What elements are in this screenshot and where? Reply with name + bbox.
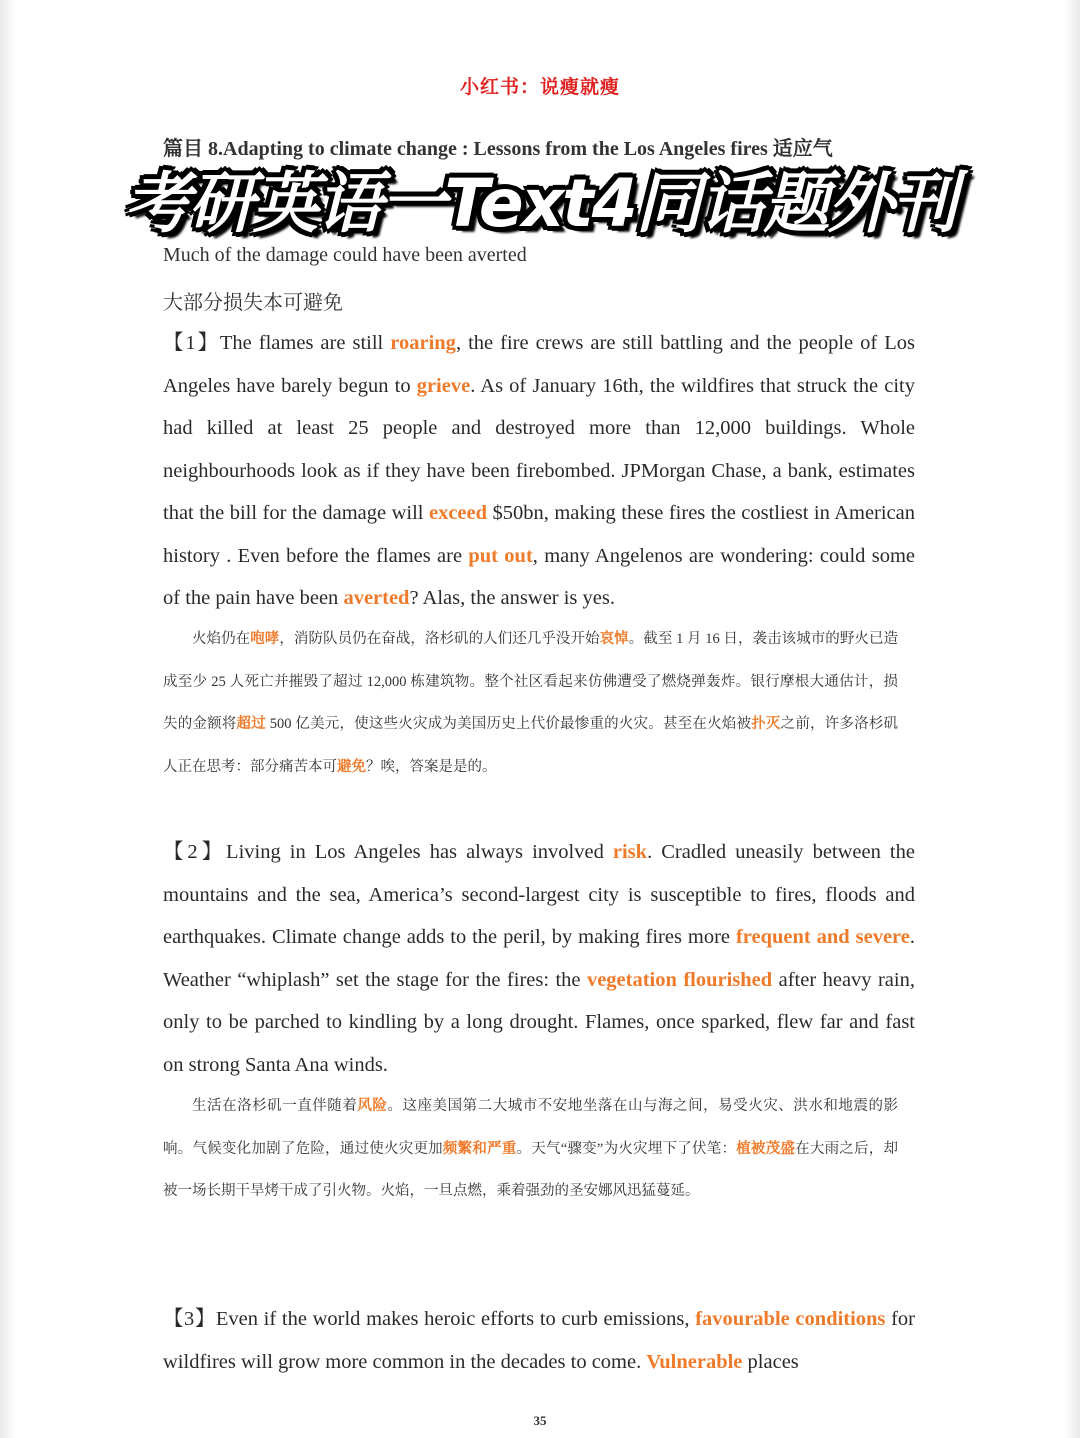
vocab-highlight: roaring <box>390 332 456 354</box>
vocab-highlight: put out <box>468 544 533 567</box>
vocab-highlight: 咆哮 <box>250 631 280 647</box>
vocab-highlight: 频繁和严重 <box>442 1140 517 1157</box>
vocab-highlight: exceed <box>428 502 488 524</box>
vocab-highlight: 哀悼 <box>599 631 629 647</box>
paragraph-2-zh: 生活在洛杉矶一直伴随着风险。这座美国第二大城市不安地坐落在山与海之间，易受火灾、洪水和地震的影响。气候变化加剧了危险，通过使火灾更加频繁和严重。天气“骤变”为火灾埋下了伏笔：植被茂盛在大雨之后，却被一场长期干旱烤干成了引火物。火焰，一旦点燃，乘着强劲的圣安娜风迅猛蔓延。 <box>163 1098 899 1199</box>
vocab-highlight: favourable conditions <box>695 1308 886 1330</box>
header-watermark: 小红书：说瘦就瘦 <box>459 77 620 98</box>
paragraph-2-en: 【2】Living in Los Angeles has always involved risk. Cradled uneasily between the mountains and the sea, America’s second-largest city is susceptible to fires, floods and earthquakes. Climate change adds to the peril, by making fires more frequent and severe. Weather “whiplash” set the stage for the fires: the vegetation flourished after heavy rain, only to be parched to kindling by a long drought. Flames, once sparked, flew far and fast on strong Santa Ana winds. <box>163 841 915 1076</box>
vocab-highlight: 扑灭 <box>751 716 781 732</box>
overlay-title: 考研英语一Text4同话题外刊 <box>124 165 956 242</box>
article-title: 篇目 8.Adapting to climate change : Lessons from the Los Angeles fires 适应气 <box>163 138 833 160</box>
subtitle-zh: 大部分损失本可避免 <box>163 292 343 314</box>
vocab-highlight: 植被茂盛 <box>736 1140 796 1157</box>
vocab-highlight: risk <box>612 841 648 863</box>
vocab-highlight: averted <box>343 587 410 609</box>
vocab-highlight: 风险 <box>357 1098 388 1114</box>
page-number: 35 <box>533 1413 547 1428</box>
paragraph-1-en: 【1】The flames are still roaring, the fire crews are still battling and the people of Los Angeles have barely begun to grieve. As of January 16th, the wildfires that struck the city had killed at least 25 people and destroyed more than 12,000 buildings. Whole neighbourhoods look as if they have been firebombed. JPMorgan Chase, a bank, estimates that the bill for the damage will exceed $50bn, making these fires the costliest in American history . Even before the flames are put out, many Angelenos are wondering: could some of the pain have been averted? Alas, the answer is yes. <box>163 332 916 609</box>
vocab-highlight: 避免 <box>337 758 366 775</box>
paragraph-1-zh: 火焰仍在咆哮，消防队员仍在奋战，洛杉矶的人们还几乎没开始哀悼。截至 1 月 16 日，袭击该城市的野火已造成至少 25 人死亡并摧毁了超过 12,000 栋建筑物。整个社区看起来仿佛遭受了燃烧弹轰炸。银行摩根大通估计，损失的金额将超过 500 亿美元，使这些火灾成为美国历史上代价最惨重的火灾。甚至在火焰被扑灭之前，许多洛杉矶人正在思考：部分痛苦本可避免？唉，答案是是的。 <box>163 631 899 775</box>
vocab-highlight: Vulnerable <box>646 1350 743 1373</box>
subtitle-en: Much of the damage could have been averted <box>163 244 527 266</box>
vocab-highlight: grieve <box>416 374 471 397</box>
vocab-highlight: vegetation flourished <box>586 968 773 991</box>
vocab-highlight: frequent and severe <box>735 926 910 948</box>
vocab-highlight: 超过 <box>236 716 266 732</box>
paragraph-3-en: 【3】Even if the world makes heroic efforts to curb emissions, favourable conditions for wildfires will grow more common in the decades to come. Vulnerable places <box>163 1308 915 1373</box>
